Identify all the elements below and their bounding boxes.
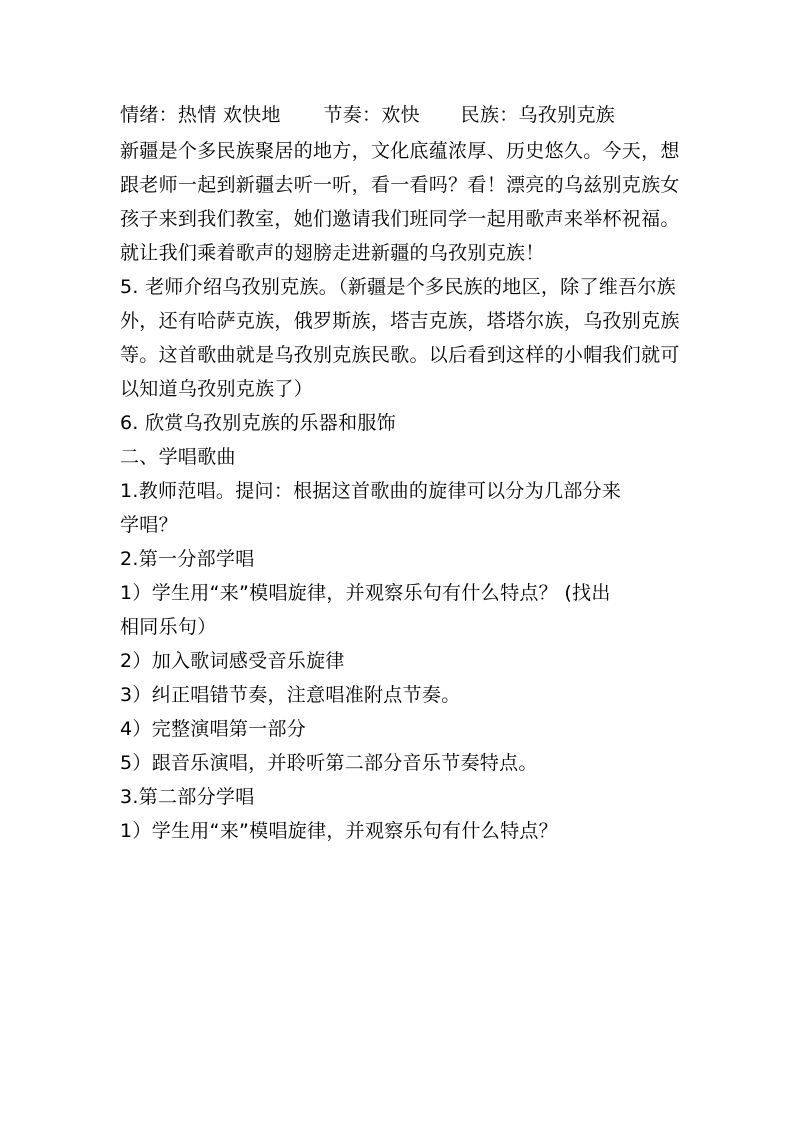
song-info-line	[120, 103, 680, 127]
document-page	[120, 103, 680, 853]
intro-line: 孩子来到我们教室，她们邀请我们班同学一起用歌声来举杯祝福。	[120, 208, 680, 230]
item2-step: 4）完整演唱第一部分	[120, 718, 307, 740]
ethnicity-info: 民族：乌孜别克族	[460, 104, 616, 126]
rhythm-info: 节奏：欢快	[323, 104, 420, 126]
item1-line: 1.教师范唱。提问：根据这首歌曲的旋律可以分为几部分来	[120, 480, 622, 502]
item2-step: 2）加入歌词感受音乐旋律	[120, 650, 345, 672]
step5-line: 外，还有哈萨克族，俄罗斯族，塔吉克族，塔塔尔族，乌孜别克族	[120, 310, 680, 332]
item3-heading: 3.第二部分学唱	[120, 786, 255, 808]
item2-step: 1）学生用“来”模唱旋律，并观察乐句有什么特点？ (找出	[120, 582, 611, 604]
step5-line: 以知道乌孜别克族了）	[120, 378, 314, 400]
section-heading: 二、学唱歌曲	[120, 446, 236, 468]
intro-line: 新疆是个多民族聚居的地方，文化底蕴浓厚、历史悠久。今天，想	[120, 140, 680, 162]
intro-line: 就让我们乘着歌声的翅膀走进新疆的乌孜别克族！	[120, 242, 545, 264]
step6-line: 6. 欣赏乌孜别克族的乐器和服饰	[120, 412, 396, 434]
step5-line: 5. 老师介绍乌孜别克族。（新疆是个多民族的地区，除了维吾尔族	[120, 276, 676, 298]
item2-step: 5）跟音乐演唱，并聆听第二部分音乐节奏特点。	[120, 752, 538, 774]
mood-value: 欢快地	[222, 104, 281, 126]
item2-heading: 2.第一分部学唱	[120, 548, 255, 570]
intro-line: 跟老师一起到新疆去听一听，看一看吗？看！漂亮的乌兹别克族女	[120, 174, 680, 196]
item2-step: 3）纠正唱错节奏，注意唱准附点节奏。	[120, 684, 461, 706]
item2-step: 相同乐句）	[120, 616, 217, 638]
mood-label: 情绪：热情	[120, 104, 217, 126]
item1-line: 学唱？	[120, 514, 178, 536]
step5-line: 等。这首歌曲就是乌孜别克族民歌。以后看到这样的小帽我们就可	[120, 344, 680, 366]
item3-step: 1）学生用“来”模唱旋律，并观察乐句有什么特点？	[120, 820, 558, 842]
